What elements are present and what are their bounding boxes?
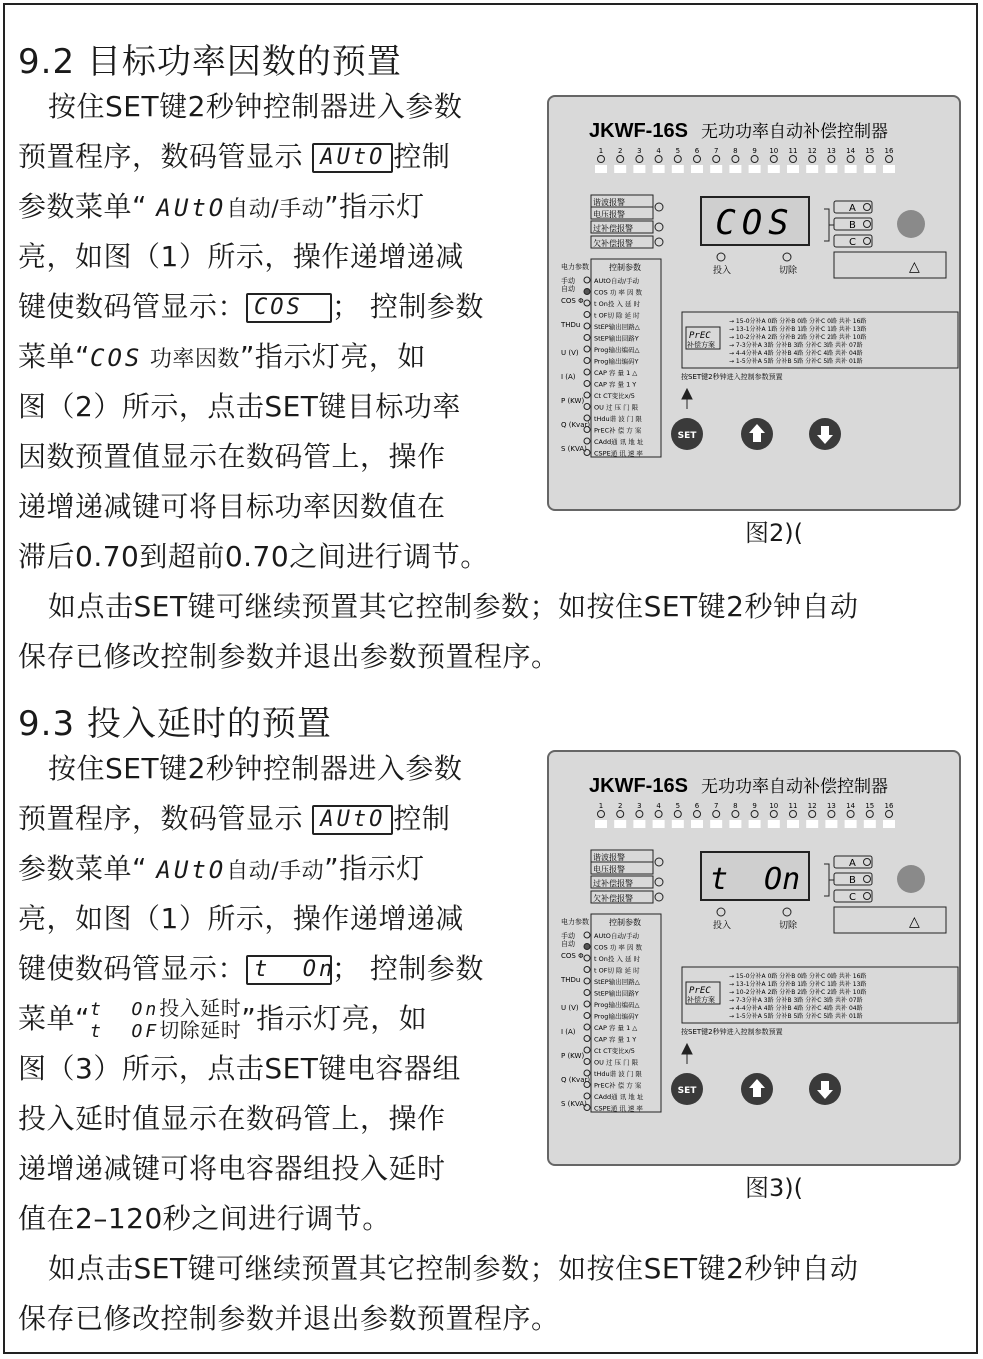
channel-tab: [595, 820, 607, 828]
channel-tab: [825, 820, 837, 828]
channel-led: [694, 156, 701, 163]
channel-number: 1: [598, 147, 604, 155]
prec-label: PrEC: [689, 986, 711, 996]
s93-line-5b: ； 控制参数: [332, 952, 484, 985]
channel-number: 6: [694, 802, 700, 810]
channel-led: [790, 811, 797, 818]
channel-number: 5: [675, 147, 681, 155]
menu-item: CAP 容 量 1 △: [594, 1024, 638, 1032]
menu-led: [584, 438, 590, 444]
left-label: 电力参数: [561, 918, 589, 926]
section-9-2-heading: 9.2 目标功率因数的预置: [18, 42, 402, 82]
phase-c-label: C: [849, 892, 856, 903]
channel-tab: [787, 820, 799, 828]
channel-number: 12: [807, 802, 817, 810]
device-name: 无功功率自动补偿控制器: [701, 122, 888, 142]
channel-tab: [614, 820, 626, 828]
s93-line-2: [18, 794, 450, 844]
out-label: 切除: [779, 921, 798, 931]
channel-number: 10: [769, 802, 779, 810]
s93-line-3c: ”指示灯: [324, 852, 425, 885]
channel-led: [770, 811, 777, 818]
channel-tab: [864, 820, 876, 828]
channel-number: 13: [826, 802, 836, 810]
channel-led: [751, 156, 758, 163]
channel-tab: [729, 820, 741, 828]
ton-code: t On: [90, 999, 160, 1020]
s93-line-2a: 预置程序，数码管显示: [18, 802, 313, 835]
model-label: JKWF-16S: [589, 775, 688, 797]
menu-item: Prog输出编码Y: [594, 357, 639, 366]
menu-item: Prog输出编码△: [594, 346, 640, 354]
s92-line-3: [18, 182, 425, 235]
channel-led: [847, 811, 854, 818]
s92-line-6b: 功率因数: [142, 347, 240, 372]
channel-tab: [883, 165, 895, 173]
section-9-3-heading: 9.3 投入延时的预置: [18, 704, 332, 744]
channel-led: [674, 811, 681, 818]
controller-panel-fig3: [547, 750, 961, 1166]
s93-line-7: 图（3）所示，点击SET键电容器组: [18, 1052, 461, 1085]
channel-number: 15: [865, 147, 875, 155]
alarm-harmonic: 谐波报警: [593, 198, 625, 207]
channel-tab: [672, 820, 684, 828]
channel-led: [674, 156, 681, 163]
phase-b-label: B: [849, 875, 856, 886]
menu-led: [584, 967, 590, 973]
in-label: 投入: [713, 921, 732, 931]
channel-tab: [653, 820, 665, 828]
s93-line-6: [18, 994, 427, 1044]
menu-led: [584, 404, 590, 410]
menu-led: [584, 300, 590, 306]
menu-item: Ct CT变比x/5: [594, 1047, 635, 1055]
menu-led: [584, 932, 590, 938]
menu-led: [584, 978, 590, 984]
channel-number: 6: [694, 147, 700, 155]
menu-led: [584, 1001, 590, 1007]
s92-line-3b: 自动/手动: [226, 197, 325, 222]
s92-line-7: 图（2）所示，点击SET键目标功率: [18, 390, 461, 423]
prec-sub: 补偿方案: [687, 996, 715, 1004]
s92-line-11: 如点击SET键可继续预置其它控制参数；如按住SET键2秒钟自动: [48, 590, 859, 623]
left-label: THDu: [561, 321, 581, 329]
channel-number: 16: [884, 802, 894, 810]
arrow-icon: [682, 389, 692, 409]
menu-led: [584, 1036, 590, 1042]
menu-led: [584, 289, 590, 295]
menu-item: StEP输出回路Y: [594, 334, 639, 343]
menu-item: tHdu谐 波 门 限: [594, 1070, 642, 1078]
alarm-block: [591, 195, 663, 248]
s93-line-4: 亮，如图（1）所示，操作递增递减: [18, 902, 464, 935]
menu-led: [584, 323, 590, 329]
channel-led: [828, 811, 835, 818]
channel-number: 14: [846, 802, 856, 810]
channel-tab: [768, 165, 780, 173]
channel-led: [732, 811, 739, 818]
channel-tab: [787, 165, 799, 173]
figure-2-caption: 图2)(: [745, 519, 803, 547]
tof-label: 切除延时: [159, 1018, 242, 1042]
left-label: 手动: [561, 277, 575, 285]
left-label: P (KW): [561, 397, 585, 405]
menu-item: CAdd通 讯 地 址: [594, 1093, 644, 1101]
channel-number: 10: [769, 147, 779, 155]
channel-number: 8: [733, 802, 738, 810]
channel-tab: [749, 165, 761, 173]
scheme-list: [729, 317, 866, 365]
menu-led: [584, 944, 590, 950]
channel-led: [732, 156, 739, 163]
scheme-row: → 7-3分补A 3路 分补B 3路 分补C 3路 共补 07路: [729, 342, 863, 349]
menu-list: [584, 276, 644, 458]
menu-item: PrEC补 偿 方 案: [594, 1081, 642, 1090]
channel-number: 4: [656, 147, 661, 155]
auto-code: AUtO: [156, 194, 227, 222]
menu-led: [584, 312, 590, 318]
left-label: I (A): [561, 373, 576, 381]
menu-item: CAP 容 量 1 Y: [594, 1035, 637, 1044]
s92-line-5b: ； 控制参数: [332, 290, 484, 323]
channel-number: 8: [733, 147, 738, 155]
channel-led: [866, 156, 873, 163]
channel-led: [809, 156, 816, 163]
channel-number: 4: [656, 802, 661, 810]
menu-item: CAP 容 量 1 Y: [594, 380, 637, 389]
channel-number: 2: [617, 802, 623, 810]
scheme-row: → 7-3分补A 3路 分补B 3路 分补C 3路 共补 07路: [729, 997, 863, 1004]
scheme-row: → 10-2分补A 2路 分补B 2路 分补C 2路 共补 10路: [729, 334, 867, 341]
channel-tab: [864, 165, 876, 173]
menu-item: t OF切 除 延 时: [594, 966, 640, 975]
controller-panel-fig2: [547, 95, 961, 511]
channel-led: [751, 811, 758, 818]
channel-number: 5: [675, 802, 681, 810]
menu-item: OU 过 压 门 限: [594, 403, 639, 412]
arrow-icon: [682, 1044, 692, 1064]
phase-block: [824, 201, 946, 278]
s93-line-1: 按住SET键2秒钟控制器进入参数: [48, 752, 463, 785]
s92-line-12: 保存已修改控制参数并退出参数预置程序。: [18, 640, 560, 673]
menu-item: COS 功 率 因 数: [594, 943, 643, 952]
s92-line-3c: ”指示灯: [324, 190, 425, 223]
s92-line-5a: 键使数码管显示：: [18, 290, 247, 323]
s92-line-1: 按住SET键2秒钟控制器进入参数: [48, 90, 463, 123]
menu-led: [584, 335, 590, 341]
ton-tof-stack: [90, 998, 241, 1042]
phase-a-label: A: [849, 858, 856, 869]
channel-tab: [710, 165, 722, 173]
channel-indicators: [595, 802, 895, 828]
channel-number: 1: [598, 802, 604, 810]
menu-led: [584, 1013, 590, 1019]
channel-number: 2: [617, 147, 623, 155]
channel-led: [809, 811, 816, 818]
menu-item: AUtO自动/手动: [594, 277, 640, 285]
channel-led: [617, 156, 624, 163]
s93-line-12: 保存已修改控制参数并退出参数预置程序。: [18, 1302, 560, 1335]
channel-tab: [710, 820, 722, 828]
menu-item: CSPE通 讯 速 率: [594, 449, 643, 458]
auto-display-box: AUtO: [312, 143, 393, 173]
ton-display-box: t On: [246, 955, 332, 985]
s93-line-9: 递增递减键可将电容器组投入延时: [18, 1152, 446, 1185]
channel-led: [886, 156, 893, 163]
channel-number: 9: [752, 802, 757, 810]
phase-c-label: C: [849, 237, 856, 248]
menu-led: [584, 369, 590, 375]
menu-title: 控制参数: [609, 263, 641, 272]
left-label: I (A): [561, 1028, 576, 1036]
scheme-row: → 4-4分补A 4路 分补B 4路 分补C 4路 共补 04路: [729, 350, 863, 357]
channel-tab: [729, 165, 741, 173]
channel-tab: [691, 165, 703, 173]
menu-item: OU 过 压 门 限: [594, 1058, 639, 1067]
menu-item: COS 功 率 因 数: [594, 288, 643, 297]
left-label: Q (Kvar): [561, 421, 591, 429]
s93-line-10: 值在2–120秒之间进行调节。: [18, 1202, 391, 1235]
display-value: COS: [715, 203, 795, 243]
left-label: THDu: [561, 976, 581, 984]
menu-led: [584, 1059, 590, 1065]
channel-led: [636, 156, 643, 163]
prec-label: PrEC: [689, 331, 711, 341]
menu-item: StEP输出回路△: [594, 978, 640, 986]
scheme-row: → 4-4分补A 4路 分补B 4路 分补C 4路 共补 04路: [729, 1005, 863, 1012]
channel-led: [790, 156, 797, 163]
s92-line-6c: ”指示灯亮，如: [239, 340, 426, 373]
phase-block: [824, 856, 946, 933]
channel-led: [828, 156, 835, 163]
alarm-under: 欠补偿报警: [593, 239, 633, 248]
channel-tab: [691, 820, 703, 828]
left-label: S (KVA): [561, 1100, 587, 1108]
scheme-row: → 13-1分补A 1路 分补B 1路 分补C 1路 共补 13路: [729, 326, 867, 333]
scheme-row: → 15-0分补A 0路 分补B 0路 分补C 0路 共补 16路: [729, 973, 867, 980]
channel-tab: [633, 165, 645, 173]
channel-indicators: [595, 147, 895, 173]
tof-code: t OF: [90, 1021, 160, 1042]
alarm-voltage: 电压报警: [593, 210, 625, 219]
channel-tab: [806, 165, 818, 173]
s92-line-5: [18, 282, 484, 332]
menu-list: [584, 931, 644, 1113]
channel-number: 12: [807, 147, 817, 155]
channel-tab: [653, 165, 665, 173]
channel-number: 15: [865, 802, 875, 810]
menu-led: [584, 1093, 590, 1099]
menu-item: t On投 入 延 时: [594, 300, 641, 308]
channel-led: [598, 811, 605, 818]
s92-line-2b: 控制: [393, 140, 451, 173]
channel-led: [713, 156, 720, 163]
s93-line-2b: 控制: [393, 802, 451, 835]
s92-line-6a: 菜单“: [18, 340, 91, 373]
left-label: P (KW): [561, 1052, 585, 1060]
menu-led: [584, 1047, 590, 1053]
channel-tab: [825, 165, 837, 173]
s93-line-6c: ”指示灯亮，如: [241, 1002, 428, 1035]
left-label: 手动: [561, 932, 575, 940]
alarm-over: 过补偿报警: [593, 224, 633, 233]
delta-icon: △: [909, 914, 920, 930]
left-label: COS Φ: [561, 297, 584, 305]
device-name: 无功功率自动补偿控制器: [701, 777, 888, 797]
set-button-label: SET: [677, 1086, 697, 1096]
s93-line-3a: 参数菜单“: [18, 852, 157, 885]
left-label: S (KVA): [561, 445, 587, 453]
s93-line-3: [18, 844, 425, 897]
channel-led: [636, 811, 643, 818]
left-label: 自动: [561, 285, 575, 293]
channel-tab: [633, 820, 645, 828]
channel-number: 11: [788, 147, 798, 155]
alarm-harmonic: 谐波报警: [593, 853, 625, 862]
s93-line-5a: 键使数码管显示：: [18, 952, 247, 985]
menu-led: [584, 277, 590, 283]
channel-tab: [845, 165, 857, 173]
s92-line-2a: 预置程序，数码管显示: [18, 140, 313, 173]
panel-drawing: [549, 97, 959, 509]
s92-line-10: 滞后0.70到超前0.70之间进行调节。: [18, 540, 489, 573]
cos-code: COS: [90, 344, 143, 372]
menu-item: CAdd通 讯 地 址: [594, 438, 644, 446]
delta-icon: △: [909, 259, 920, 275]
figure-3-caption: 图3)(: [745, 1174, 803, 1202]
cos-display-box: COS: [246, 293, 332, 323]
alarm-over: 过补偿报警: [593, 879, 633, 888]
channel-number: 3: [637, 147, 642, 155]
scheme-row: → 13-1分补A 1路 分补B 1路 分补C 1路 共补 13路: [729, 981, 867, 988]
left-label: 自动: [561, 940, 575, 948]
channel-tab: [595, 165, 607, 173]
menu-item: Ct CT变比x/5: [594, 392, 635, 400]
display-value: t On: [709, 862, 801, 897]
in-label: 投入: [713, 266, 732, 276]
channel-led: [770, 156, 777, 163]
menu-led: [584, 955, 590, 961]
scheme-row: → 10-2分补A 2路 分补B 2路 分补C 2路 共补 10路: [729, 989, 867, 996]
menu-item: tHdu谐 波 门 限: [594, 415, 642, 423]
panel-drawing: [549, 752, 959, 1164]
channel-number: 16: [884, 147, 894, 155]
menu-item: StEP输出回路Y: [594, 989, 639, 998]
phase-diagram-icon: [897, 210, 925, 238]
channel-number: 9: [752, 147, 757, 155]
set-button-label: SET: [677, 431, 697, 441]
alarm-under: 欠补偿报警: [593, 894, 633, 903]
alarm-block: [591, 850, 663, 903]
channel-led: [617, 811, 624, 818]
left-label: U (V): [561, 1004, 579, 1012]
scheme-list: [729, 972, 866, 1020]
channel-led: [847, 156, 854, 163]
menu-led: [584, 1024, 590, 1030]
s92-line-6: [18, 332, 426, 385]
channel-number: 13: [826, 147, 836, 155]
channel-led: [598, 156, 605, 163]
phase-b-label: B: [849, 220, 856, 231]
channel-tab: [749, 820, 761, 828]
left-label: U (V): [561, 349, 579, 357]
channel-tab: [806, 820, 818, 828]
s92-line-2: [18, 132, 450, 182]
s92-line-8: 因数预置值显示在数码管上，操作: [18, 440, 446, 473]
channel-number: 14: [846, 147, 856, 155]
menu-led: [584, 358, 590, 364]
menu-item: PrEC补 偿 方 案: [594, 426, 642, 435]
menu-title: 控制参数: [609, 918, 641, 927]
channel-number: 7: [713, 802, 719, 810]
s93-line-6a: 菜单“: [18, 1002, 91, 1035]
menu-item: CAP 容 量 1 △: [594, 369, 638, 377]
scheme-row: → 1-5分补A 5路 分补B 5路 分补C 5路 共补 01路: [729, 1013, 863, 1020]
menu-led: [584, 392, 590, 398]
left-label: COS Φ: [561, 952, 584, 960]
s93-line-11: 如点击SET键可继续预置其它控制参数；如按住SET键2秒钟自动: [48, 1252, 859, 1285]
hint-text: 按SET键2秒钟进入控制参数预置: [681, 1028, 783, 1036]
s92-line-4: 亮，如图（1）所示，操作递增递减: [18, 240, 464, 273]
hint-text: 按SET键2秒钟进入控制参数预置: [681, 373, 783, 381]
s93-line-5: [18, 944, 484, 994]
phase-diagram-icon: [897, 865, 925, 893]
channel-tab: [883, 820, 895, 828]
channel-led: [886, 811, 893, 818]
prec-sub: 补偿方案: [687, 341, 715, 349]
channel-tab: [614, 165, 626, 173]
s92-line-3a: 参数菜单“: [18, 190, 157, 223]
channel-tab: [768, 820, 780, 828]
model-label: JKWF-16S: [589, 120, 688, 142]
auto-code: AUtO: [156, 856, 227, 884]
menu-item: AUtO自动/手动: [594, 932, 640, 940]
channel-led: [866, 811, 873, 818]
channel-tab: [845, 820, 857, 828]
menu-item: Prog输出编码△: [594, 1001, 640, 1009]
ton-label: 投入延时: [159, 996, 242, 1020]
channel-number: 3: [637, 802, 642, 810]
out-label: 切除: [779, 266, 798, 276]
auto-display-box: AUtO: [312, 805, 393, 835]
menu-item: StEP输出回路△: [594, 323, 640, 331]
left-label: Q (Kvar): [561, 1076, 591, 1084]
s92-line-9: 递增递减键可将目标功率因数值在: [18, 490, 446, 523]
menu-item: CSPE通 讯 速 率: [594, 1104, 643, 1113]
channel-tab: [672, 165, 684, 173]
menu-item: t OF切 除 延 时: [594, 311, 640, 320]
s93-line-8: 投入延时值显示在数码管上，操作: [18, 1102, 446, 1135]
scheme-row: → 15-0分补A 0路 分补B 0路 分补C 0路 共补 16路: [729, 318, 867, 325]
scheme-row: → 1-5分补A 5路 分补B 5路 分补C 5路 共补 01路: [729, 358, 863, 365]
menu-led: [584, 381, 590, 387]
menu-led: [584, 990, 590, 996]
left-label: 电力参数: [561, 263, 589, 271]
menu-item: t On投 入 延 时: [594, 955, 641, 963]
channel-led: [655, 811, 662, 818]
channel-led: [694, 811, 701, 818]
channel-led: [655, 156, 662, 163]
phase-a-label: A: [849, 203, 856, 214]
channel-number: 7: [713, 147, 719, 155]
menu-item: Prog输出编码Y: [594, 1012, 639, 1021]
alarm-voltage: 电压报警: [593, 865, 625, 874]
channel-number: 11: [788, 802, 798, 810]
s93-line-3b: 自动/手动: [226, 859, 325, 884]
menu-led: [584, 346, 590, 352]
channel-led: [713, 811, 720, 818]
